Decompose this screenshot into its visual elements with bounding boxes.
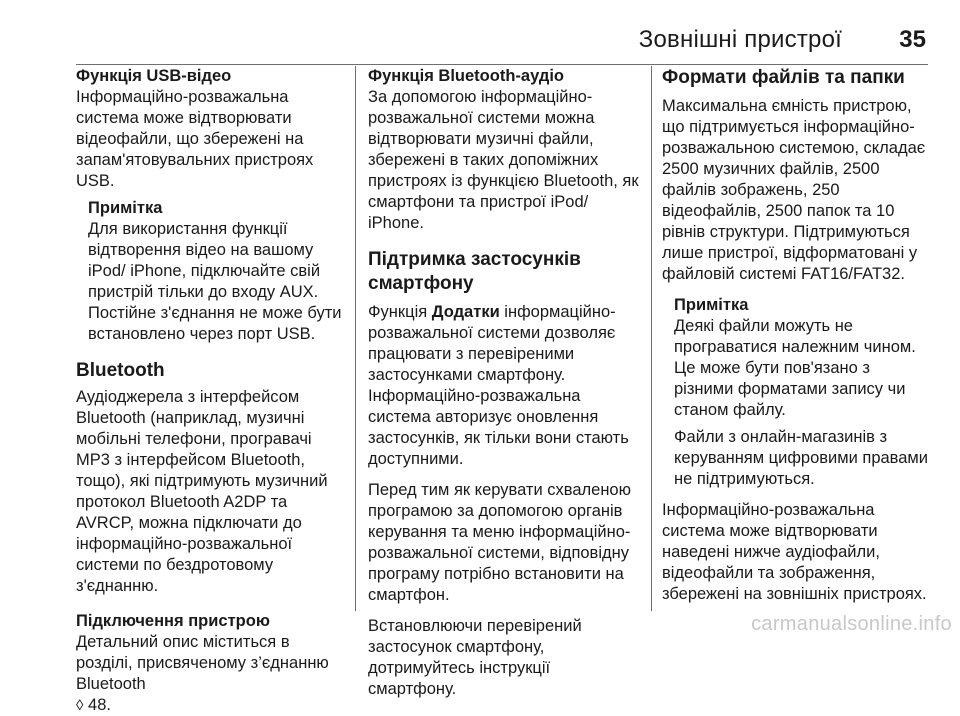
apps-p1-pre: Функція <box>368 303 432 321</box>
device-connect-text: Детальний опис міститься в розділі, присвяченому з’єднанню Bluetooth <box>76 633 329 693</box>
note-paragraph-2: Файли з онлайн-магазинів з керуванням цифровими правами не підтримуються. <box>674 428 928 488</box>
column-left <box>76 66 344 714</box>
page-number: 35 <box>899 26 926 53</box>
header-title: Зовнішні пристрої <box>638 26 842 53</box>
device-connect-body <box>76 632 344 716</box>
note-title: Примітка <box>674 296 749 314</box>
formats-note <box>662 295 932 490</box>
watermark: carmanualsonline.info <box>751 613 952 635</box>
apps-paragraph-3: Встановлюючи перевірений застосунок смартфону, дотримуйтесь інструкції смартфону. <box>368 617 582 698</box>
note-body: Для використання функції відтворення відео на вашому iPod/ iPhone, підключайте свій пристрій тільки до входу AUX. Постійне з'єднання не може бути встановлено через порт USB. <box>88 220 342 343</box>
column-right <box>662 66 932 612</box>
apps-p1-post: інформаційно-розважальної системи дозволяє працювати з перевіреними застосунками смартфону. Інформаційно-розважальна система авторизує оновлення застосунків, як тільки вони стають доступними. <box>368 303 629 468</box>
note-title: Примітка <box>88 199 163 217</box>
bluetooth-heading: Bluetooth <box>76 360 165 381</box>
page-ref-link[interactable]: 48. <box>88 696 111 714</box>
column-divider-left <box>355 66 356 611</box>
formats-heading: Формати файлів та папки <box>662 67 905 88</box>
apps-heading: Підтримка застосунків смартфону <box>368 249 581 294</box>
formats-body: Максимальна ємність пристрою, що підтримується інформаційно-розважальною системою, складає 2500 музичних файлів, 2500 файлів зображень, 250 відеофайлів, 2500 папок та 10 рівнів структури. Підтримуються лише пристрої, відформатовані у файловій системі FAT16/FAT32. <box>662 97 926 283</box>
bt-audio-heading: Функція Bluetooth-аудіо <box>368 67 564 85</box>
usb-video-note <box>76 198 344 345</box>
apps-paragraph-2: Перед тим як керувати схваленою програмою за допомогою органів керування та меню інформаційно-розважальної системи, відповідну програму потрібно встановити на смартфон. <box>368 481 631 604</box>
bt-audio-body: За допомогою інформаційно-розважальної системи можна відтворювати музичні файли, збережені в таких допоміжних пристроях із функцією Bluetooth, як смартфони та пристрої iPod/ iPhone. <box>368 88 639 232</box>
apps-function-name: Додатки <box>431 303 500 321</box>
column-divider-right <box>651 66 652 611</box>
formats-body-2: Інформаційно-розважальна система може відтворювати наведені нижче аудіофайли, відеофайли та зображення, збережені на зовнішніх пристроях. <box>662 501 927 603</box>
usb-video-heading: Функція USB-відео <box>76 67 232 85</box>
apps-paragraph-1 <box>368 302 642 470</box>
device-connect-heading: Підключення пристрою <box>76 612 270 630</box>
page-ref-arrow-icon: ◊ <box>76 697 84 714</box>
note-paragraph-1: Деякі файли можуть не програватися належним чином. Це може бути пов'язано з різними форматами запису чи станом файлу. <box>674 317 916 419</box>
column-middle <box>368 66 642 698</box>
usb-video-body: Інформаційно-розважальна система може відтворювати відеофайли, що збережені на запам'ятовувальних пристроях USB. <box>76 88 314 190</box>
bluetooth-body: Аудіоджерела з інтерфейсом Bluetooth (наприклад, музичні мобільні телефони, програвачі MP3 з інтерфейсом Bluetooth, тощо), які підтримують музичний протокол Bluetooth A2DP та AVRCP, можна підключати до інформаційно-розважальної системи по бездротовому з'єднанню. <box>76 388 328 595</box>
page-header <box>76 24 928 65</box>
